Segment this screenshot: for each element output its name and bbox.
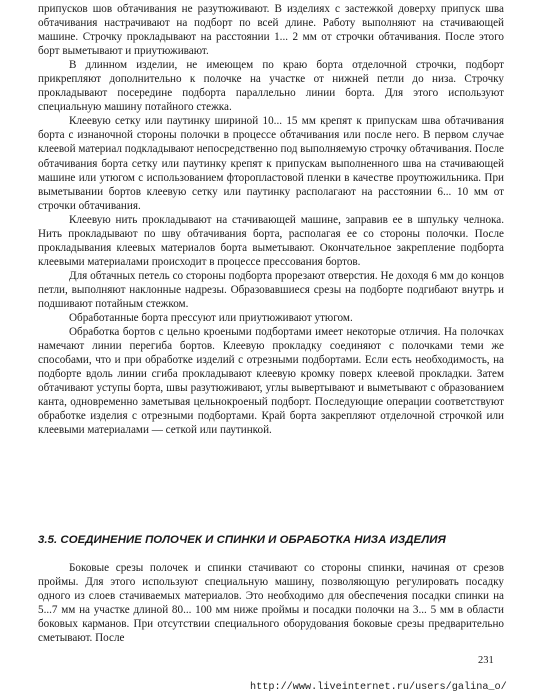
paragraph: В длинном изделии, не имеющем по краю борта отделочной строчки, подборт прикрепляют дополнительно к полочке на участке от нижней петли до низа. Строчку прокладывают посередине подборта параллельно линии борта. Для этого используют специальную машину потайного стежка.: [38, 59, 504, 114]
paragraph-continued: припусков шов обтачивания не разутюживают. В изделиях с застежкой доверху припуск шва обтачивания настрачивают на подборт по всей длине. Работу выполняют на стачивающей машине. Строчку прокладывают на расстоянии 1... 2 мм от строчки обтачивания. После этого борт выметывают и приутюживают.: [38, 3, 504, 58]
page-number: 231: [478, 655, 494, 666]
paragraph: Клеевую нить прокладывают на стачивающей машине, заправив ее в шпульку челнока. Нить прокладывают по шву обтачивания борта, располагая ее со стороны полочки. После прокладывания клеевых материалов борта выметывают. Окончательное закрепление подборта клеевыми материалами происходит в процессе прессования бортов.: [38, 213, 504, 268]
paragraph: Для обтачных петель со стороны подборта прорезают отверстия. Не доходя 6 мм до концов петли, выполняют наклонные надрезы. Образовавшиеся срезы на подборте подгибают внутрь и подшивают потайным стежком.: [38, 269, 504, 310]
paragraph: Обработка бортов с цельно кроеными подбортами имеет некоторые отличия. На полочках намечают линии перегиба бортов. Клеевую прокладку соединяют с полочками теми же способами, что и при обработке изделий с отрезными подбортами. Если есть необходимость, на подборте вдоль линии сгиба прокладывают клеевую кромку поверх клеевой прокладки. Затем обтачивают уступы борта, швы разутюживают, углы вывертывают и выметывают с образованием канта, одновременно заметывая цельнокроеный подборт. Последующие операции соответствуют обработке изделия с отрезными подбортами. Край борта закрепляют отделочной строчкой или клеевыми материалами — сеткой или паутинкой.: [38, 326, 504, 437]
section-text: [38, 561, 504, 645]
paragraph: Клеевую сетку или паутинку шириной 10... 15 мм крепят к припускам шва обтачивания борта с изнаночной стороны полочки в процессе обтачивания или после него. В первом случае клеевой материал подкладывают непосредственно под выполняемую строчку обтачивания. После обтачивания борта сетку или паутинку крепят к припускам выполненного шва на стачивающей машине или утюгом с использованием фторопластовой пленки в качестве проутюжильника. При выметывании бортов клеевую сетку или паутинку располагают на расстоянии 6... 10 мм от строчки обтачивания.: [38, 115, 504, 212]
section-heading: 3.5. СОЕДИНЕНИЕ ПОЛОЧЕК И СПИНКИ И ОБРАБОТКА НИЗА ИЗДЕЛИЯ: [38, 534, 446, 546]
section-paragraph: Боковые срезы полочек и спинки стачивают со стороны спинки, начиная от срезов проймы. Для этого используют специальную машину, позволяющую регулировать посадку одного из слоев стачиваемых материалов. Это необходимо для обеспечения посадки спинки на 5...7 мм на участке длиной 80... 100 мм ниже проймы и посадки полочки на 3... 5 мм в области боковых карманов. При отсутствии специального оборудования боковые срезы предварительно сметывают. После: [38, 562, 504, 645]
paragraph: Обработанные борта прессуют или приутюживают утюгом.: [69, 312, 353, 325]
body-text: [38, 2, 504, 437]
watermark-url: http://www.liveinternet.ru/users/galina_o/: [250, 682, 507, 693]
